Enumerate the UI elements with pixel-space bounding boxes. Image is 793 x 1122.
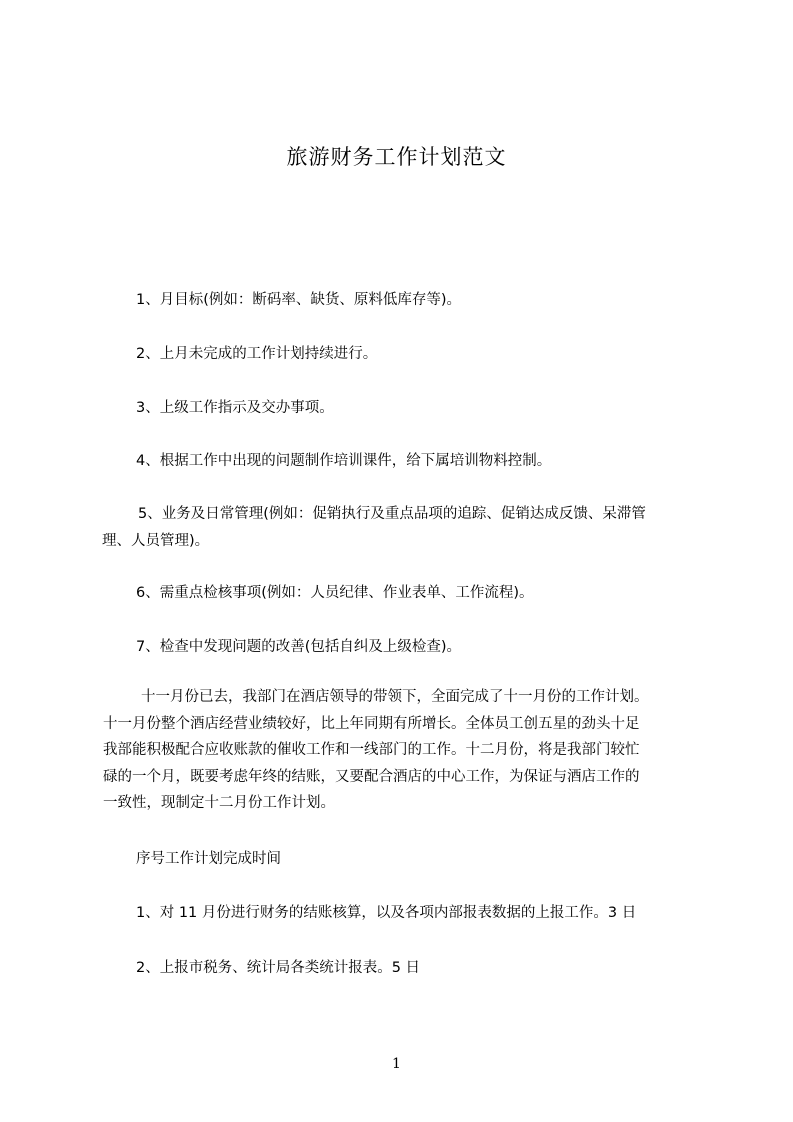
- page-number: 1: [392, 1056, 401, 1072]
- summary-line-3: 我部能积极配合应收账款的催收工作和一线部门的工作。十二月份，将是我部门较忙: [103, 742, 640, 758]
- summary-line-4: 碌的一个月，既要考虑年终的结账，又要配合酒店的中心工作，为保证与酒店工作的: [103, 768, 640, 785]
- paragraph-item-5-line-2: 理、人员管理)。: [102, 532, 210, 549]
- summary-line-2: 十一月份整个酒店经营业绩较好，比上年同期有所增长。全体员工创五星的劲头十足: [103, 715, 640, 732]
- paragraph-item-1: 1、月目标(例如：断码率、缺货、原料低库存等)。: [136, 292, 462, 308]
- summary-line-1: 十一月份已去，我部门在酒店领导的带领下，全面完成了十一月份的工作计划。: [141, 689, 649, 705]
- summary-line-5: 一致性，现制定十二月份工作计划。: [103, 795, 335, 811]
- document-title: 旅游财务工作计划范文: [286, 145, 507, 169]
- plan-row-1: 1、对 11 月份进行财务的结账核算，以及各项内部报表数据的上报工作。3 日: [136, 905, 637, 921]
- summary-paragraph: [103, 684, 703, 817]
- paragraph-item-7: 7、检查中发现问题的改善(包括自纠及上级检查)。: [136, 639, 462, 655]
- paragraph-item-2: 2、上月未完成的工作计划持续进行。: [136, 346, 378, 362]
- paragraph-item-5-line-1: 5、业务及日常管理(例如：促销执行及重点品项的追踪、促销达成反馈、呆滞管: [138, 506, 646, 522]
- paragraph-item-5: [103, 501, 703, 554]
- paragraph-item-3: 3、上级工作指示及交办事项。: [136, 400, 334, 416]
- table-header-text: 序号工作计划完成时间: [136, 851, 281, 867]
- plan-row-2: 2、上报市税务、统计局各类统计报表。5 日: [136, 960, 421, 976]
- paragraph-item-6: 6、需重点检核事项(例如：人员纪律、作业表单、工作流程)。: [136, 585, 534, 601]
- paragraph-item-4: 4、根据工作中出现的问题制作培训课件，给下属培训物料控制。: [136, 453, 552, 469]
